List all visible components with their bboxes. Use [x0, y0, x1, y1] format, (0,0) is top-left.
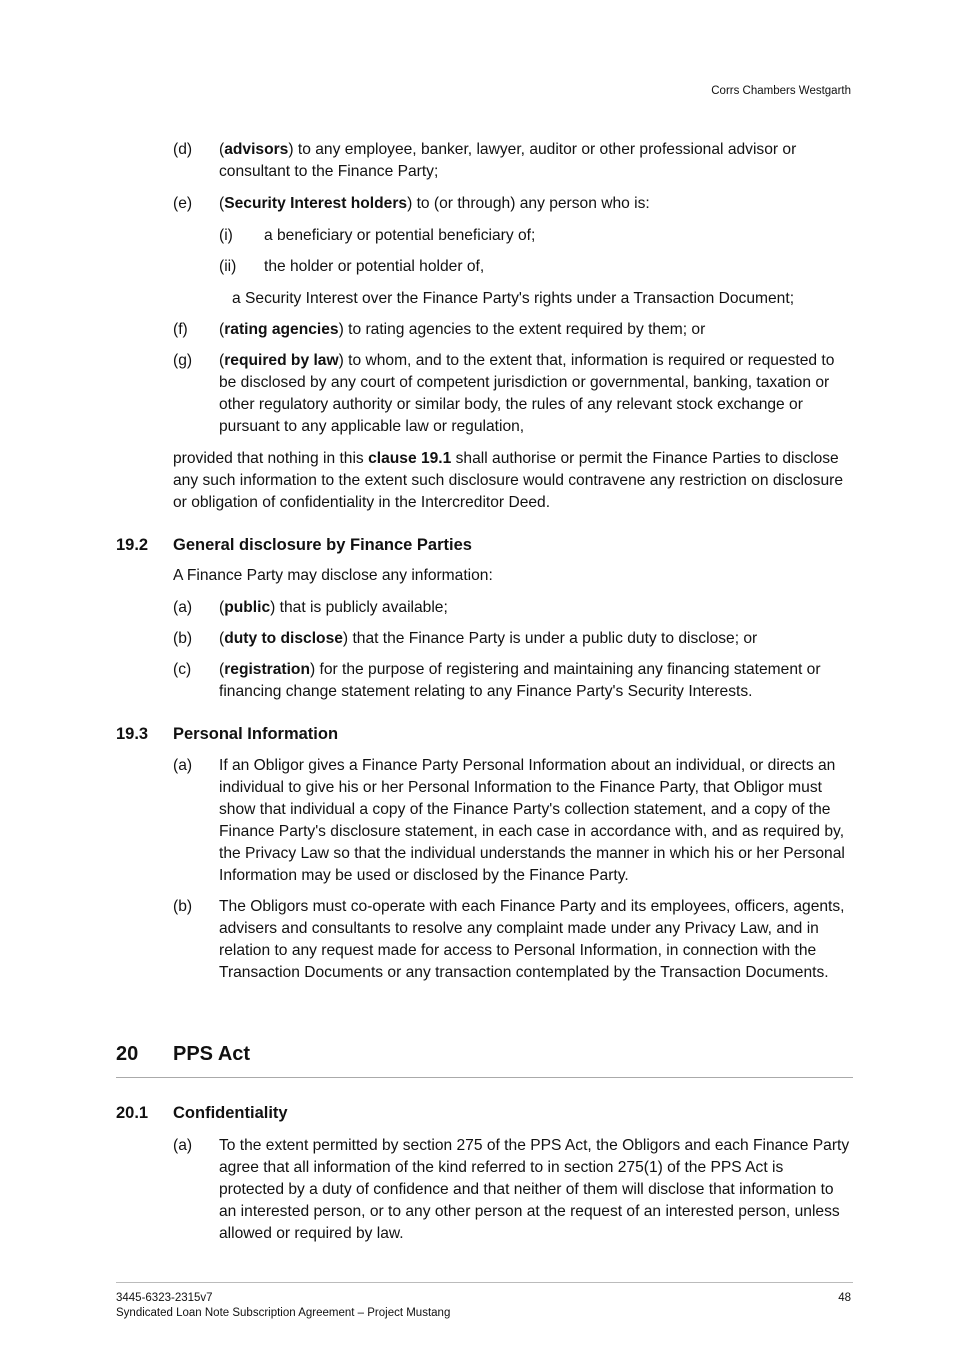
item-e-tail: a Security Interest over the Finance Party's rights under a Transaction Document; — [232, 290, 795, 307]
section-number: 19.3 — [116, 725, 149, 743]
item-label: (b) — [173, 898, 193, 915]
item-bold-term: rating agencies — [224, 321, 339, 338]
subitem-text: the holder or potential holder of, — [264, 258, 485, 275]
item-text: To the extent permitted by section 275 of the PPS Act, the Obligors and each Finance Party agree that all information of the kind referred to in section 275(1) of the PPS Act is protected by a duty of confidence and that neither of them will disclose that information to an interested person, or to any other person at the request of an interested person, unless allowed or required by law. — [219, 1137, 850, 1242]
item-text: (registration) for the purpose of registering and maintaining any financing statement or financing change statement relating to any Finance Party's Security Interests. — [219, 661, 821, 700]
page-number: 48 — [838, 1292, 851, 1304]
proviso-text: provided that nothing in this — [173, 450, 369, 467]
footer-doc-id: 3445-6323-2315v7 — [116, 1292, 213, 1304]
item-label: (d) — [173, 141, 193, 158]
item-body: ) to (or through) any person who is: — [407, 195, 650, 212]
item-label: (g) — [173, 352, 193, 369]
item-label: (e) — [173, 195, 193, 212]
section-heading: Personal Information — [173, 725, 339, 743]
item-bold-term: Security Interest holders — [224, 195, 408, 212]
subitem-label: (i) — [219, 227, 233, 244]
item-label: (a) — [173, 1137, 193, 1154]
proviso-text: shall authorise or permit the Finance Parties to disclose any such information to the extent such disclosure would contravene any restriction on disclosure or obligation of confidentiality in the Intercreditor Deed. — [173, 450, 844, 511]
subitem-text: a beneficiary or potential beneficiary of; — [264, 227, 536, 244]
footer-doc-title: Syndicated Loan Note Subscription Agreement – Project Mustang — [116, 1307, 451, 1319]
proviso-paragraph — [173, 448, 853, 514]
section-number: 19.2 — [116, 536, 149, 554]
item-text: (Security Interest holders) to (or through) any person who is: — [219, 195, 650, 212]
section-heading: Confidentiality — [173, 1104, 288, 1122]
section-intro: A Finance Party may disclose any information: — [173, 567, 493, 584]
section-heading: General disclosure by Finance Parties — [173, 536, 472, 554]
section-number: 20.1 — [116, 1104, 149, 1122]
item-text: The Obligors must co-operate with each Finance Party and its employees, officers, agents, advisers and consultants to resolve any complaint made under any Privacy Law, and in relation to any request made for access to Personal Information, in connection with the Transaction Documents or any transaction contemplated by the Transaction Documents. — [219, 898, 845, 981]
item-bold-term: required by law — [224, 352, 339, 369]
item-text: (required by law) to whom, and to the extent that, information is required or requested to be disclosed by any court of competent jurisdiction or governmental, banking, taxation or other regulatory authority or similar body, the rules of any relevant stock exchange or pursuant to any applicable law or regulation, — [219, 352, 835, 435]
footer-rule — [116, 1282, 853, 1283]
item-text: (rating agencies) to rating agencies to the extent required by them; or — [219, 321, 706, 338]
item-label: (f) — [173, 321, 188, 338]
item-body: ) for the purpose of registering and maintaining any financing statement or financing change statement relating to any Finance Party's Security Interests. — [219, 661, 821, 700]
item-body: ) to any employee, banker, lawyer, auditor or other professional advisor or consultant to the Finance Party; — [219, 141, 797, 180]
item-bold-term: advisors — [224, 141, 289, 158]
header-firm-name: Corrs Chambers Westgarth — [711, 85, 851, 97]
chapter-rule — [116, 1077, 853, 1078]
item-body: ) to rating agencies to the extent required by them; or — [338, 321, 706, 338]
item-body: ) that the Finance Party is under a public duty to disclose; or — [342, 630, 758, 647]
item-bold-term: public — [224, 599, 271, 616]
item-label: (a) — [173, 757, 193, 774]
item-bold-term: registration — [224, 661, 310, 678]
chapter-number: 20 — [116, 1043, 139, 1065]
item-body: ) that is publicly available; — [270, 599, 448, 616]
item-text: (duty to disclose) that the Finance Party is under a public duty to disclose; or — [219, 630, 758, 647]
item-body: ) to whom, and to the extent that, information is required or requested to be disclosed by any court of competent jurisdiction or governmental, banking, taxation or other regulatory authority or similar body, the rules of any relevant stock exchange or pursuant to any applicable law or regulation, — [219, 352, 835, 435]
item-text: If an Obligor gives a Finance Party Personal Information about an individual, or directs an individual to give his or her Personal Information to the Finance Party, that Obligor must show that individual a copy of the Finance Party's collection statement, and a copy of the Finance Party's disclosure statement, in each case in accordance with, and as required by, the Privacy Law so that the individual understands the manner in which his or her Personal Information may be used or disclosed by the Finance Party. — [219, 757, 845, 884]
item-label: (b) — [173, 630, 193, 647]
item-bold-term: duty to disclose — [224, 630, 343, 647]
item-text: (advisors) to any employee, banker, lawyer, auditor or other professional advisor or consultant to the Finance Party; — [219, 141, 797, 180]
clause-reference: clause 19.1 — [368, 450, 452, 467]
chapter-heading: PPS Act — [173, 1043, 251, 1065]
item-label: (c) — [173, 661, 192, 678]
subitem-label: (ii) — [219, 258, 237, 275]
item-label: (a) — [173, 599, 193, 616]
item-text: (public) that is publicly available; — [219, 599, 448, 616]
